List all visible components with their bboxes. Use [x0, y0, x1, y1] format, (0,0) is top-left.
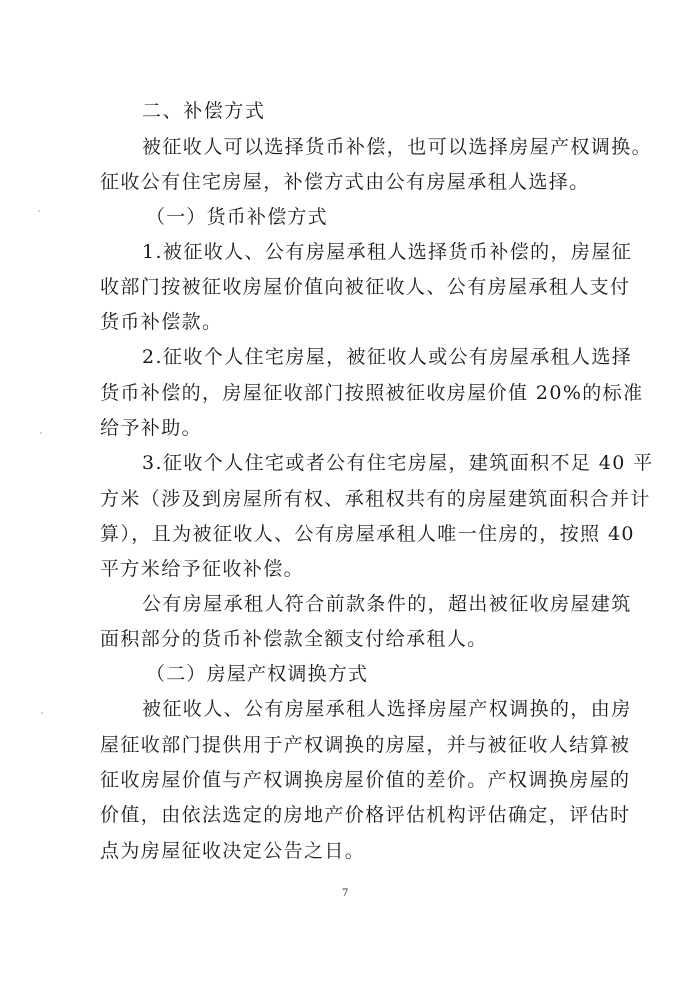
paragraph-3-line-5: 点为房屋征收决定公告之日。: [100, 840, 366, 862]
item-1-line-3: 货币补偿款。: [100, 311, 223, 333]
paragraph-3-line-4: 价值，由依法选定的房地产价格评估机构评估确定，评估时: [100, 804, 631, 826]
item-3-line-3: 算），且为被征收人、公有房屋承租人唯一住房的，按照 40: [100, 523, 635, 545]
scan-speck: [38, 210, 40, 212]
section-heading: 二、补偿方式: [142, 100, 266, 122]
paragraph-2-line-1: 公有房屋承租人符合前款条件的，超出被征收房屋建筑: [142, 593, 632, 615]
paragraph-3-line-2: 屋征收部门提供用于产权调换的房屋，并与被征收人结算被: [100, 734, 631, 756]
paragraph-1-line-2: 征收公有住宅房屋，补偿方式由公有房屋承租人选择。: [100, 171, 590, 193]
paragraph-3-line-1: 被征收人、公有房屋承租人选择房屋产权调换的，由房: [142, 698, 632, 720]
paragraph-1-line-1: 被征收人可以选择货币补偿，也可以选择房屋产权调换。: [142, 136, 653, 158]
page-number: 7: [342, 888, 349, 899]
item-3-line-4: 平方米给予征收补偿。: [100, 558, 305, 580]
scan-speck: [40, 432, 42, 434]
item-3-line-1: 3.征收个人住宅或者公有住宅房屋，建筑面积不足 40 平: [142, 452, 654, 474]
item-1-line-2: 收部门按被征收房屋价值向被征收人、公有房屋承租人支付: [100, 276, 631, 298]
item-1-line-1: 1.被征收人、公有房屋承租人选择货币补偿的，房屋征: [142, 241, 633, 263]
item-2-line-3: 给予补助。: [100, 417, 203, 439]
subheading-monetary: （一）货币补偿方式: [146, 206, 328, 228]
paragraph-2-line-2: 面积部分的货币补偿款全额支付给承租人。: [100, 628, 488, 650]
scan-speck: [41, 712, 43, 714]
item-2-line-2: 货币补偿的，房屋征收部门按照被征收房屋价值 20%的标准: [100, 382, 644, 404]
paragraph-3-line-3: 征收房屋价值与产权调换房屋价值的差价。产权调换房屋的: [100, 769, 631, 791]
item-2-line-1: 2.征收个人住宅房屋，被征收人或公有房屋承租人选择: [142, 346, 633, 368]
subheading-property-exchange: （二）房屋产权调换方式: [146, 663, 369, 685]
item-3-line-2: 方米（涉及到房屋所有权、承租权共有的房屋建筑面积合并计: [100, 488, 651, 510]
